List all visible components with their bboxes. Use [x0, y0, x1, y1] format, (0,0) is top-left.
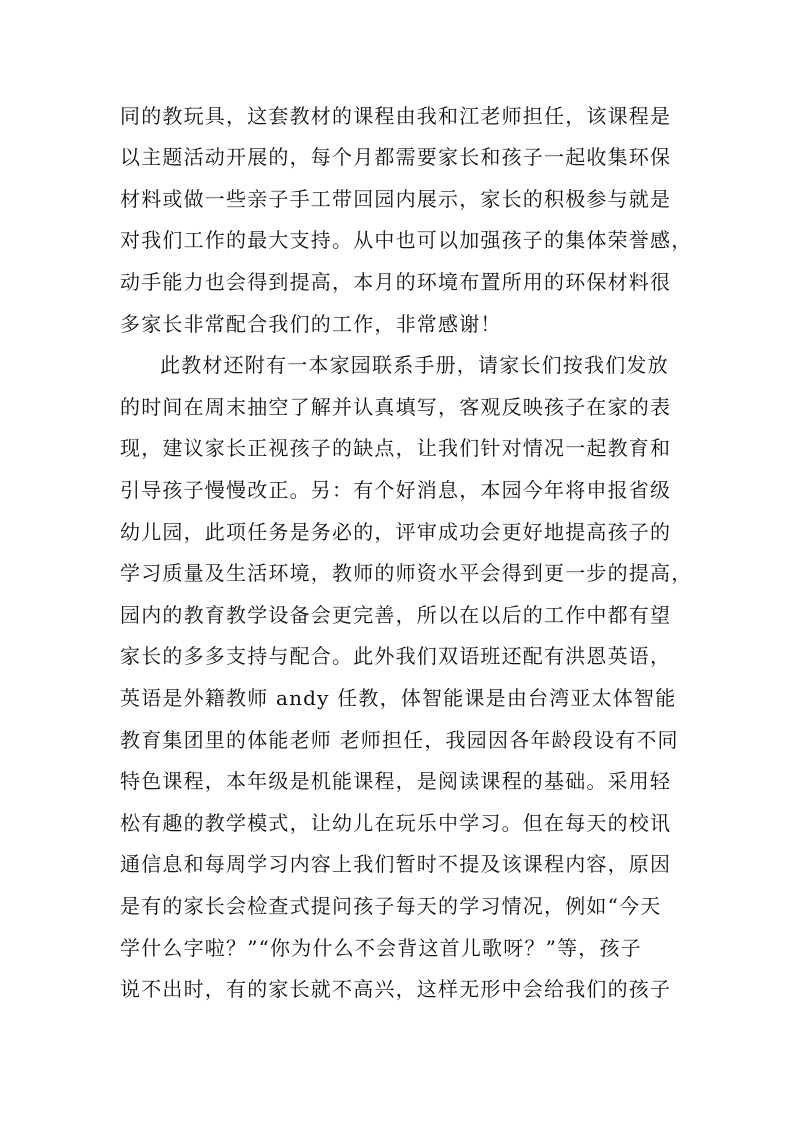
- paragraph-line: 学什么字啦？”“你为什么不会背这首儿歌呀？”等，孩子: [120, 936, 642, 960]
- paragraph-line: 现，建议家长正视孩子的缺点，让我们针对情况一起教育和: [120, 436, 672, 460]
- paragraph-line: 特色课程，本年级是机能课程，是阅读课程的基础。采用轻: [120, 769, 672, 793]
- paragraph-line: 学习质量及生活环境，教师的师资水平会得到更一步的提高，: [120, 561, 693, 585]
- paragraph-line: 教育集团里的体能老师 老师担任，我园因各年龄段设有不同: [120, 728, 679, 752]
- paragraph-line: 的时间在周末抽空了解并认真填写，客观反映孩子在家的表: [120, 395, 672, 419]
- paragraph-line: 材料或做一些亲子手工带回园内展示，家长的积极参与就是: [120, 187, 672, 211]
- paragraph-line: 是有的家长会检查式提问孩子每天的学习情况，例如“今天: [120, 894, 662, 918]
- paragraph-line: 此教材还附有一本家园联系手册，请家长们按我们发放: [160, 353, 669, 377]
- paragraph-line: 动手能力也会得到提高，本月的环境布置所用的环保材料很: [120, 270, 672, 294]
- paragraph-line: 通信息和每周学习内容上我们暂时不提及该课程内容，原因: [120, 852, 672, 876]
- paragraph-line: 多家长非常配合我们的工作，非常感谢！: [120, 312, 502, 336]
- paragraph-line: 同的教玩具，这套教材的课程由我和江老师担任，该课程是: [120, 104, 672, 128]
- paragraph-line: 园内的教育教学设备会更完善，所以在以后的工作中都有望: [120, 603, 672, 627]
- paragraph-line: 引导孩子慢慢改正。另：有个好消息，本园今年将申报省级: [120, 478, 672, 502]
- paragraph-line: 幼儿园，此项任务是务必的，评审成功会更好地提高孩子的: [120, 520, 672, 544]
- paragraph-line: 松有趣的教学模式，让幼儿在玩乐中学习。但在每天的校讯: [120, 811, 672, 835]
- paragraph-line: 以主题活动开展的，每个月都需要家长和孩子一起收集环保: [120, 145, 672, 169]
- paragraph-line: 英语是外籍教师 andy 任教，体智能课是由台湾亚太体智能: [120, 686, 677, 710]
- paragraph-line: 说不出时，有的家长就不高兴，这样无形中会给我们的孩子: [120, 977, 672, 1001]
- paragraph-line: 家长的多多支持与配合。此外我们双语班还配有洪恩英语，: [120, 644, 672, 668]
- paragraph-line: 对我们工作的最大支持。从中也可以加强孩子的集体荣誉感，: [120, 228, 693, 252]
